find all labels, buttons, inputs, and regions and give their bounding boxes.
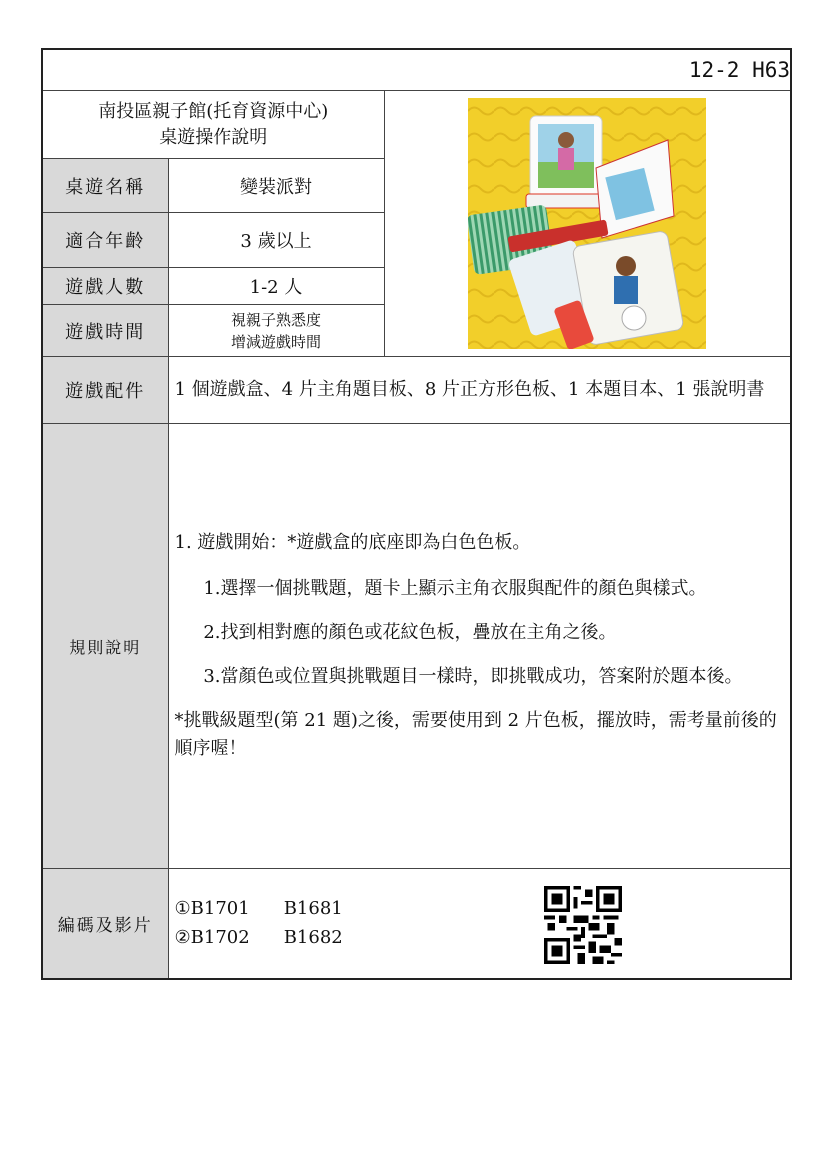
codes-row [42,869,791,979]
time-label: 遊戲時間 [42,305,168,357]
rule-step-text: 選擇一個挑戰題，題卡上顯示主角衣服與配件的顏色與樣式。 [220,578,707,599]
rule-step-number: 1. [203,578,221,599]
qr-code[interactable] [544,886,622,964]
rule-step-number: 3. [203,666,221,687]
code-b: B1682 [283,927,343,949]
rules-label: 規則說明 [42,424,168,869]
accessories-value: 1 個遊戲盒、4 片主角題目板、8 片正方形色板、1 本題目本、1 張說明書 [168,357,791,424]
instruction-sheet [41,48,792,980]
rules-steps [175,575,785,691]
rule-step [175,663,785,691]
rule-step-number: 2. [203,622,221,643]
title-row [42,91,791,159]
rules-heading: 1. 遊戲開始：*遊戲盒的底座即為白色色板。 [174,532,531,553]
age-value: 3 歲以上 [168,213,384,268]
time-value-line1: 視親子熟悉度 [230,310,321,329]
name-value: 變裝派對 [168,159,384,213]
rule-step [175,619,785,647]
rule-step [175,575,785,603]
code-a: ①B1701 [174,898,250,920]
accessories-label: 遊戲配件 [42,357,168,424]
codes-content [168,869,791,979]
game-photo-cell [384,91,791,357]
age-label: 適合年齡 [42,213,168,268]
venue-title [42,91,384,159]
players-label: 遊戲人數 [42,268,168,305]
game-photo [468,98,706,349]
rules-row [42,424,791,869]
venue-title-line2: 桌遊操作說明 [159,126,268,148]
codes-label: 編碼及影片 [42,869,168,979]
code-line [175,894,791,923]
rule-step-text: 當顏色或位置與挑戰題目一樣時，即挑戰成功，答案附於題本後。 [220,666,743,687]
header-row [42,49,791,91]
accessories-row [42,357,791,424]
document-code: 12-2 H63 [42,49,791,91]
rules-note: *挑戰級題型(第 21 題)之後，需要使用到 2 片色板，擺放時，需考量前後的順序喔！ [174,710,777,759]
code-line [175,923,791,952]
code-b: B1681 [283,898,343,920]
players-value: 1-2 人 [168,268,384,305]
venue-title-line1: 南投區親子館(托育資源中心) [98,100,329,122]
code-a: ②B1702 [174,927,250,949]
time-value-line2: 增減遊戲時間 [230,332,321,351]
time-value [168,305,384,357]
rules-content [168,424,791,869]
rule-step-text: 找到相對應的顏色或花紋色板，疊放在主角之後。 [220,622,617,643]
name-label: 桌遊名稱 [42,159,168,213]
